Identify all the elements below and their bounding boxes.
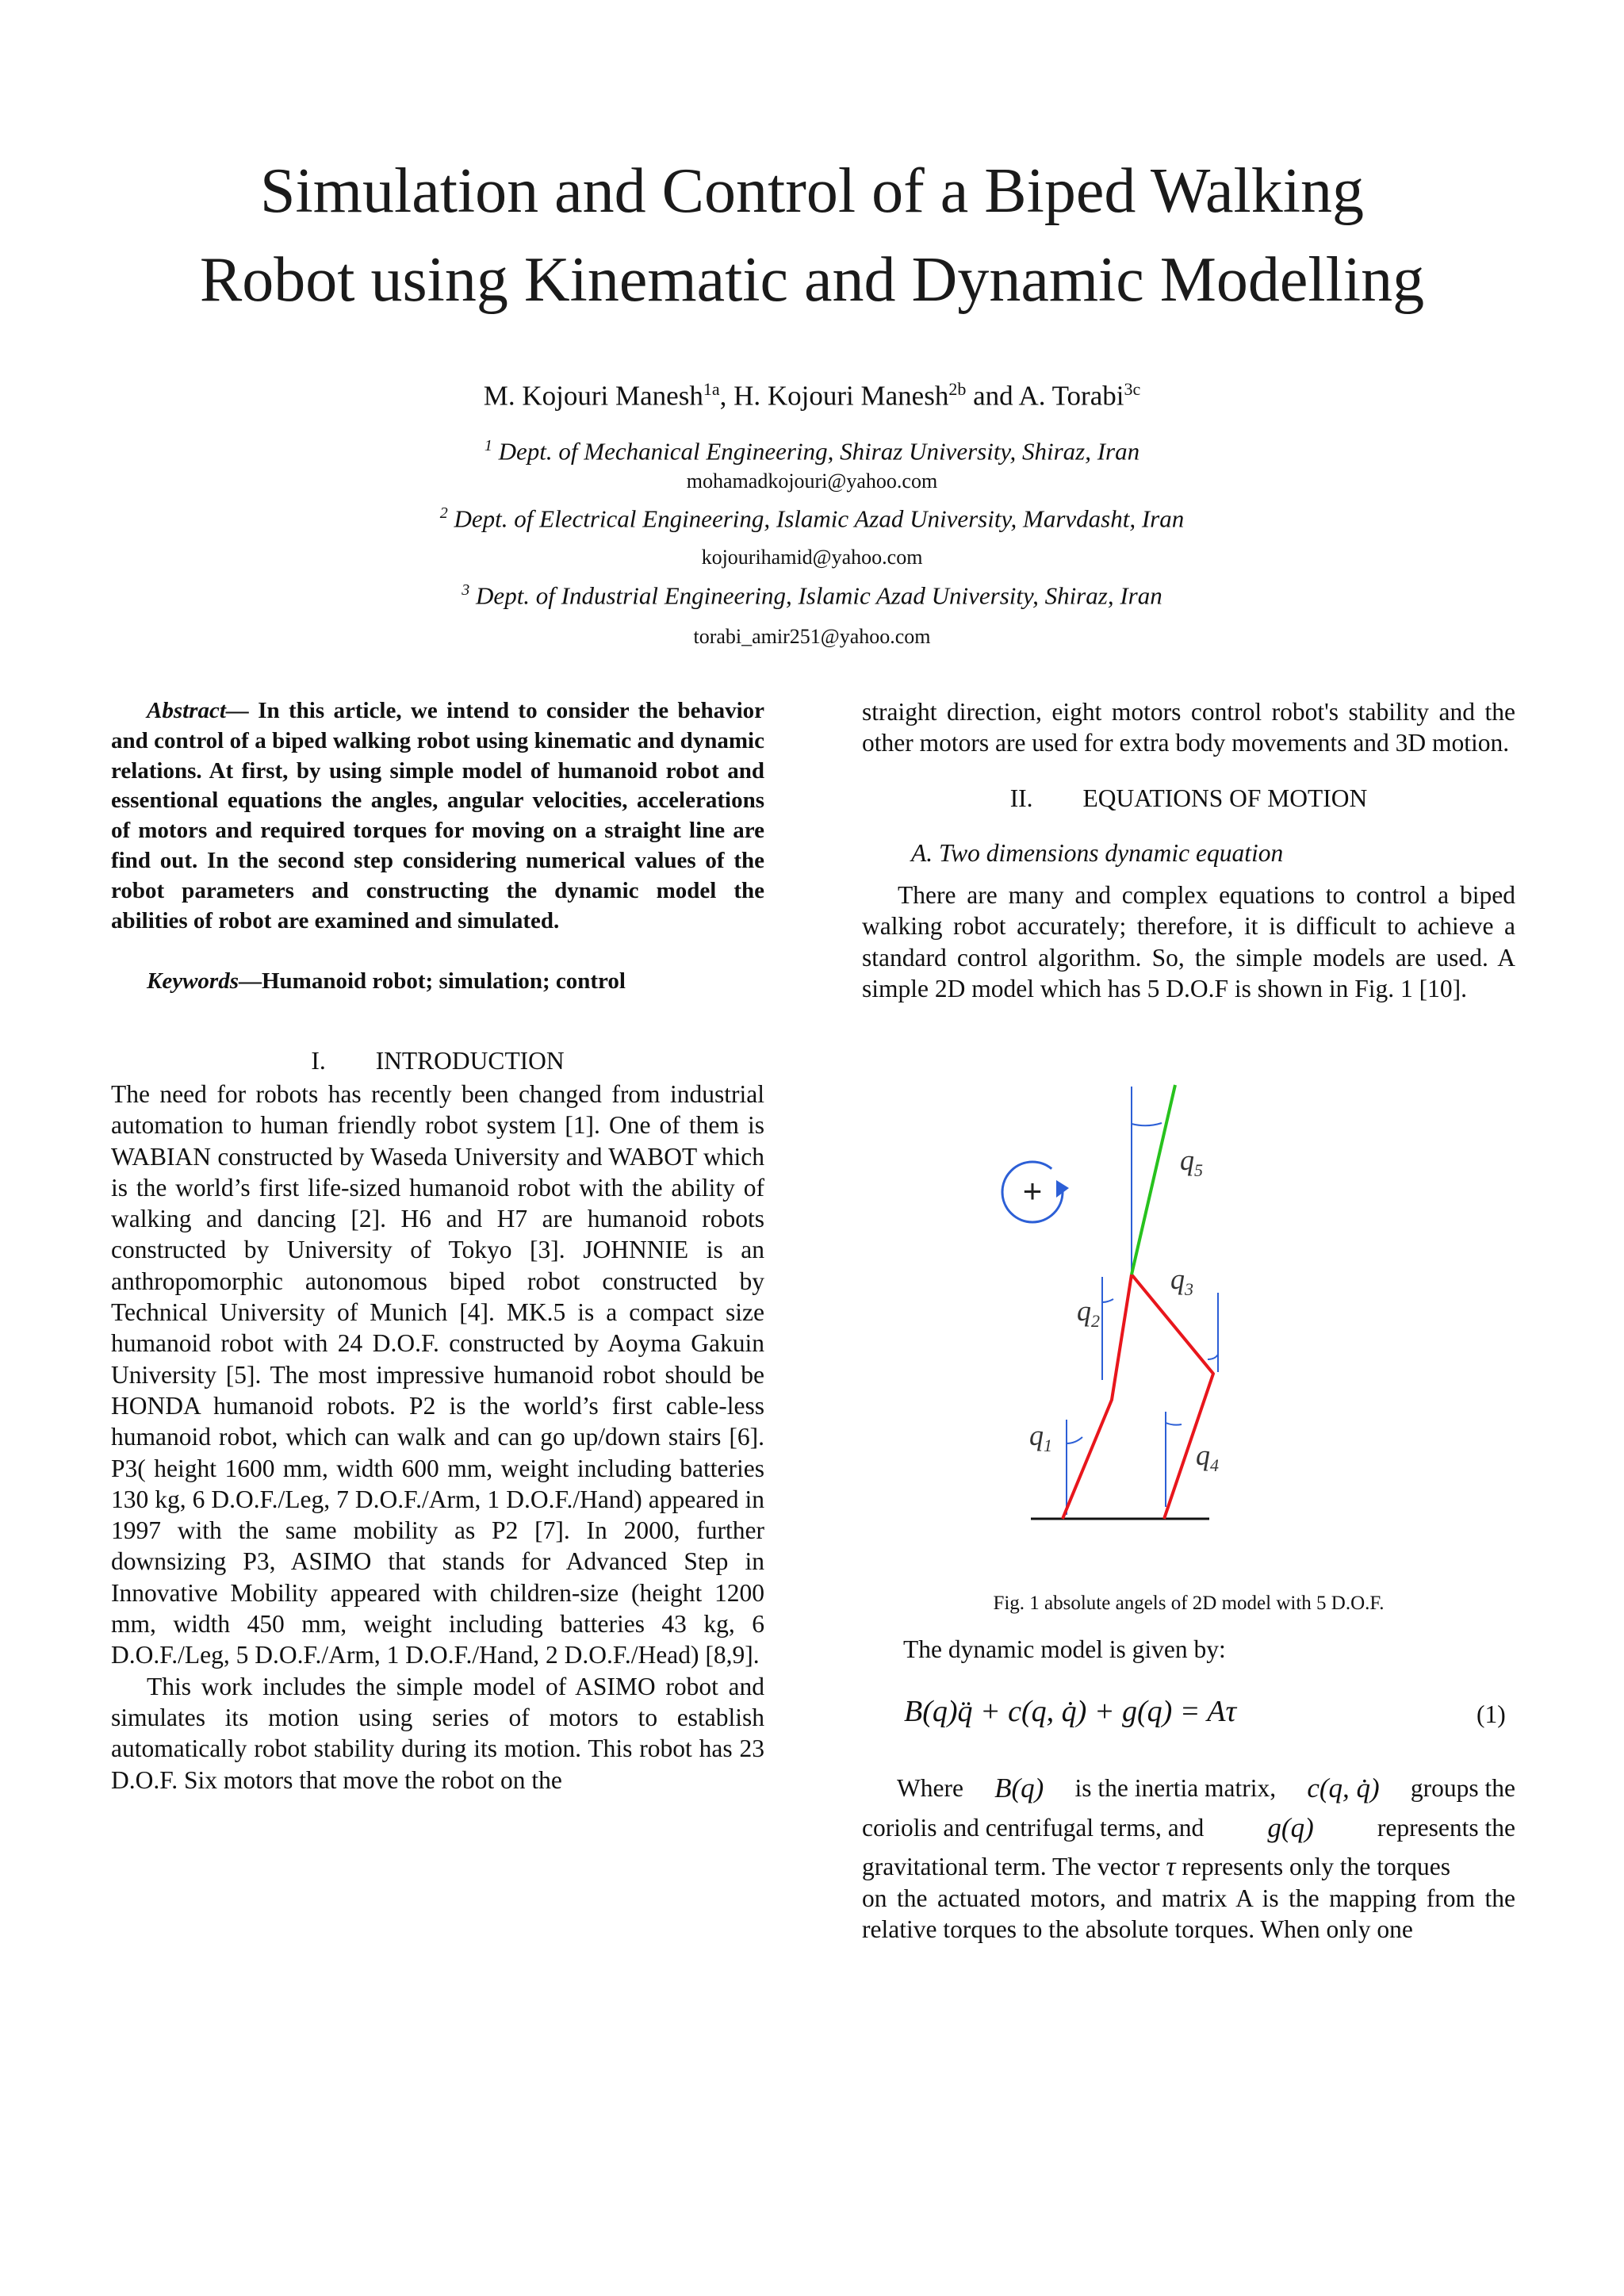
where-line-3: gravitational term. The vector τ represents only the torques [862,1852,1450,1881]
title-line-1: Simulation and Control of a Biped Walking [260,156,1364,226]
abstract-text: In this article, we intend to consider the behavior and control of a biped walking robot using kinematic and dynamic relations. At first, by using simple model of humanoid robot and essentional equations the angles, angular velocities, accelerations of motors and required torques for moving on a straight line are find out. In the second step considering numerical values of the robot parameters and constructing the dynamic model the abilities of robot are examined and simulated. [111,698,764,933]
figure-1-diagram [983,1079,1237,1535]
dynamics-paragraph: There are many and complex equations to control a biped walking robot accurately; therefore, it is difficult to achieve a standard control algorithm. So, the simple models are used. A simple 2D model which has 5 D.O.F is shown in Fig. 1 [10]. [862,881,1515,1003]
intro-paragraph-1: The need for robots has recently been changed from industrial automation to human friendly robot system [1]. One of them is WABIAN constructed by Waseda University and WABOT which is the world’s first life-sized humanoid robot with the ability of walking and dancing [2]. H6 and H7 are humanoid robots constructed by University of Tokyo [3]. JOHNNIE is an anthropomorphic autonomous biped robot constructed by Technical University of Munich [4]. MK.5 is a compact size humanoid robot with 24 D.O.F. constructed by Aoyma Gakuin University [5]. The most impressive humanoid robot should be HONDA humanoid robots. P2 is the world’s first cable-less humanoid robot, which can walk and can go up/down stairs [6]. P3( height 1600 mm, width 600 mm, weight including batteries 130 kg, 6 D.O.F./Leg, 7 D.O.F./Arm, 1 D.O.F./Hand) appeared in 1997 with the same mobility as P2 [7]. In 2000, further downsizing P3, ASIMO that stands for Advanced Step in Innovative Mobility appeared with children-size (height 1200 mm, width 450 mm, weight including batteries 43 kg, 6 D.O.F./Leg, 5 D.O.F./Arm, 1 D.O.F./Hand, 2 D.O.F./Head) [8,9]. [111,1079,764,1669]
label-q5: $q_5$ [1180,1144,1203,1180]
where-line-2: coriolis and centrifugal terms, and g(q) represents the [862,1812,1515,1843]
email-2[interactable]: kojourihamid@yahoo.com [701,546,923,569]
author-3: A. Torabi [1018,380,1124,412]
keywords-label: Keywords [147,968,239,995]
angle-arc-q1 [1067,1437,1082,1443]
left-column [111,696,764,1796]
author-and: and [973,380,1013,412]
label-q4: $q_4$ [1196,1439,1219,1475]
label-q2: $q_2$ [1077,1295,1100,1331]
paper-title [0,147,1624,324]
angle-arc-q2 [1102,1299,1113,1302]
dynamic-model-intro: The dynamic model is given by: [903,1635,1226,1663]
keywords-text: Humanoid robot; simulation; control [262,968,626,995]
keywords [111,966,764,997]
author-3-sup: 3c [1124,379,1141,399]
author-2-sup: 2b [948,379,967,399]
affiliation-3: $^3$ Dept. of Industrial Engineering, Islamic Azad University, Shiraz, Iran [462,581,1162,610]
label-q3: $q_3$ [1170,1263,1193,1299]
angle-arc-q3 [1208,1355,1218,1359]
keywords-dash: — [239,968,262,995]
subsection-a-heading: A. Two dimensions dynamic equation [911,838,1284,867]
author-line: M. Kojouri Manesh$^{1a}$, H. Kojouri Manesh$^{2b}$ and A. Torabi$^{3c}$ [483,379,1141,412]
intro-paragraph-2: This work includes the simple model of ASIMO robot and simulates its motion using series of motors to establish automatically robot stability during its motion. This robot has 23 D.O.F. Six motors that move the robot on the [111,1672,764,1794]
label-q1: $q_1$ [1029,1420,1052,1455]
where-rest: on the actuated motors, and matrix A is the mapping from the relative torques to the absolute torques. When only one [862,1884,1515,1944]
torso-link [1132,1085,1175,1274]
affiliation-2: $^2$ Dept. of Electrical Engineering, Islamic Azad University, Marvdasht, Iran [439,504,1185,533]
email-3[interactable]: torabi_amir251@yahoo.com [693,625,931,648]
abstract-label: Abstract— [147,698,249,723]
equation-1: B(q)q̈ + c(q, q̇) + g(q) = Aτ [904,1695,1237,1728]
figure-1-caption: Fig. 1 absolute angels of 2D model with 5 D.O.F. [993,1593,1385,1614]
section-1-heading: I. INTRODUCTION [311,1046,565,1075]
equation-1-number: (1) [1477,1700,1506,1728]
where-line-1: Where B(q) is the inertia matrix, c(q, q̇) groups the [897,1773,1515,1803]
email-1[interactable]: mohamadkojouri@yahoo.com [686,470,938,493]
continued-paragraph: straight direction, eight motors control robot's stability and the other motors are used for extra body movements and 3D motion. [862,698,1515,757]
right-column [862,696,1515,1004]
where-paragraph [862,1769,1515,1945]
abstract [111,696,764,936]
right-leg [1132,1274,1213,1519]
author-2: H. Kojouri Manesh [733,380,949,412]
angle-arc-q4 [1166,1423,1182,1425]
angle-arc-q5 [1132,1123,1162,1125]
affiliation-1: $^1$ Dept. of Mechanical Engineering, Shiraz University, Shiraz, Iran [484,437,1140,466]
author-1: M. Kojouri Manesh [483,380,703,412]
rotation-plus: + [1022,1172,1043,1209]
section-2-heading: II. EQUATIONS OF MOTION [1009,784,1368,812]
author-1-sup: 1a [703,379,720,399]
title-line-2: Robot using Kinematic and Dynamic Modelling [199,245,1425,315]
